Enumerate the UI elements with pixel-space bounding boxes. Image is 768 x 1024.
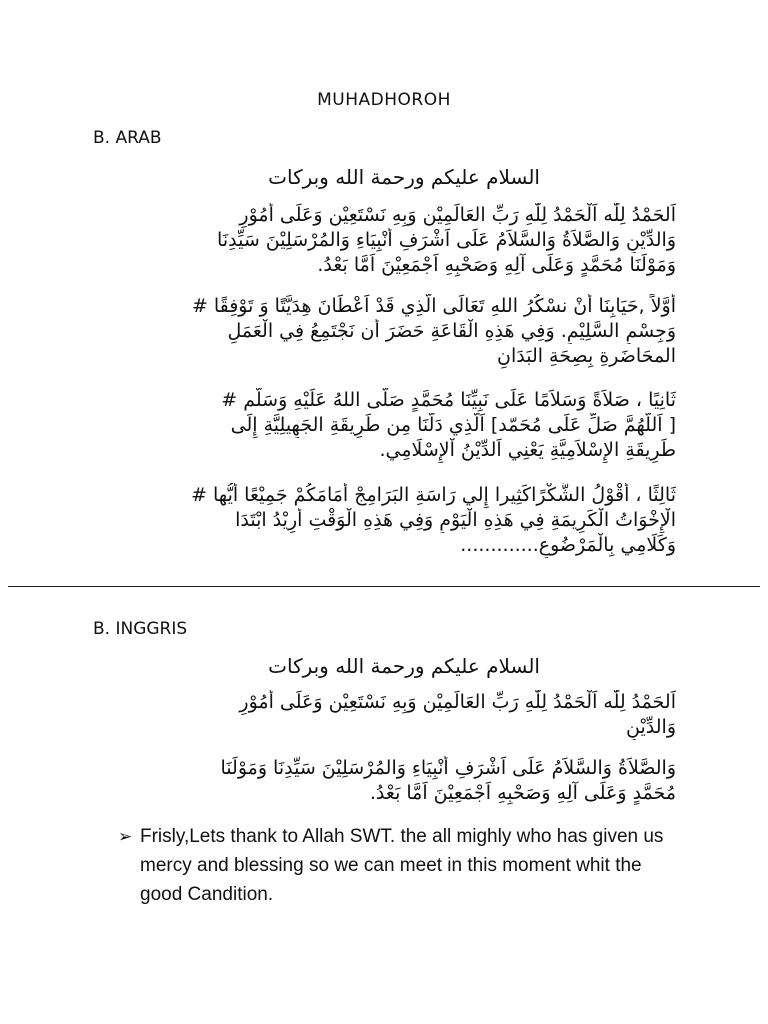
arabic-line: وَكَلَامِي بِالْمَرْضُوعِ............. (460, 534, 676, 556)
arabic-line: وَجِسْمِ السَّلِيْمِ. وَفِي هَذِهِ الْقَاعَةِ حَضَرَ أَن نَجْتَمِعُ فِي الْعَمَلِ (227, 320, 676, 342)
arabic-line: مُحَمَّدٍ وَعَلَى آلِهِ وَصَحْبِهِ اَجْمَعِيْنَ اَمَّا بَعْدُ. (369, 782, 676, 804)
section-divider (8, 586, 760, 587)
arab-paragraph-2 (96, 294, 676, 369)
arabic-line: أَوَّلاً ,حَيَابِنَا أَنْ نسْكُرُ اللهِ تَعَالَى الَّذِي قَدْ اَعْطَانَ هِدَيَّتًا وَ تَوْفِقًا # (191, 295, 676, 317)
arab-paragraph-3 (96, 388, 676, 463)
arabic-line: ثَالِثًا ، أَقْوْلُ الشُّكْرًاكَثِيرا إِلي رَاسَةِ البَرَامِجْ أَمَامَكُمْ جَمِيْعًا أَيُّها # (191, 484, 676, 506)
arabic-line: المحَاضَرةِ بِصِحَةِ البَدَانِ (497, 345, 676, 367)
arab-paragraph-1 (96, 203, 676, 278)
inggris-arabic-paragraph-2 (96, 756, 676, 806)
arabic-line: وَالصَّلاَةُ وَالسَّلاَمُ عَلَى اَشْرَفِ أَنْبِيَاءِ وَالمُرْسَلِيْنَ سَيِّدِنَا وَمَوْلَنَا (220, 757, 676, 779)
document-title: MUHADHOROH (317, 90, 451, 110)
arabic-line: [ اَللَّهُمَّ صَلِّ عَلَى مُحَمّد] اَلَّذِي دَلَّنَا مِن طَرِيقَةِ الجَهِيلِيَّةِ إِلَى (230, 414, 676, 436)
section-heading-inggris: B. INGGRIS (93, 619, 188, 639)
salam-greeting-inggris: السلام عليكم ورحمة الله وبركات (268, 654, 540, 678)
inggris-arabic-paragraph-1 (96, 690, 676, 740)
arabic-line: الْإِخْوَاتُ الْكَرِيمَةِ فِي هَذِهِ الْيَوْمِ وَفِي هَذِهِ الْوَقْتِ أَرِيْدُ ابْتَدَا (235, 509, 676, 531)
english-bullet-text: Frisly,Lets thank to Allah SWT. the all mighly who has given us mercy and blessing so we can meet in this moment whit the good Candition. (140, 826, 664, 905)
arabic-line: طَرِيقَةِ الإِسْلاَمِيَّةِ يَعْنِي اَلدِّيْنُ اْلإِسْلَامِي. (379, 439, 676, 461)
arabic-line: وَالدِّيْنِ وَالصَّلاَةُ وَالسَّلاَمُ عَلَى اَشْرَفِ أَنْبِيَاءِ وَالمُرْسَلِيْنَ سَيِّدِنَا (217, 229, 676, 251)
arabic-line: اَلحَمْدُ لِلّٰه اَلْحَمْدُ لِلّٰهِ رَبِّ العَالَمِيْن وَبِهِ نَسْتَعِيْن وَعَلَى أُمُوْرِ (239, 204, 676, 226)
arabic-line: ثَانِيًا ، صَلاَةً وَسَلاَمًا عَلَى نَبِيِّنَا مُحَمَّدٍ صَلَّى اللهُ عَلَيْهِ وَسَلَّم # (221, 389, 676, 411)
arrow-bullet-icon: ➢ (118, 827, 133, 846)
arabic-line: اَلحَمْدُ لِلّٰه اَلْحَمْدُ لِلّٰهِ رَبِّ العَالَمِيْن وَبِهِ نَسْتَعِيْن وَعَلَى أُمُوْرِ (239, 691, 676, 713)
arab-paragraph-4 (96, 483, 676, 558)
salam-greeting-arab: السلام عليكم ورحمة الله وبركات (268, 165, 540, 189)
arabic-line: وَمَوْلَنَا مُحَمَّدٍ وَعَلَى آلِهِ وَصَحْبِهِ اَجْمَعِيْنَ اَمَّا بَعْدُ. (317, 254, 676, 276)
section-heading-arab: B. ARAB (93, 128, 162, 148)
arabic-line: وَالدِّيْنِ (626, 716, 676, 738)
